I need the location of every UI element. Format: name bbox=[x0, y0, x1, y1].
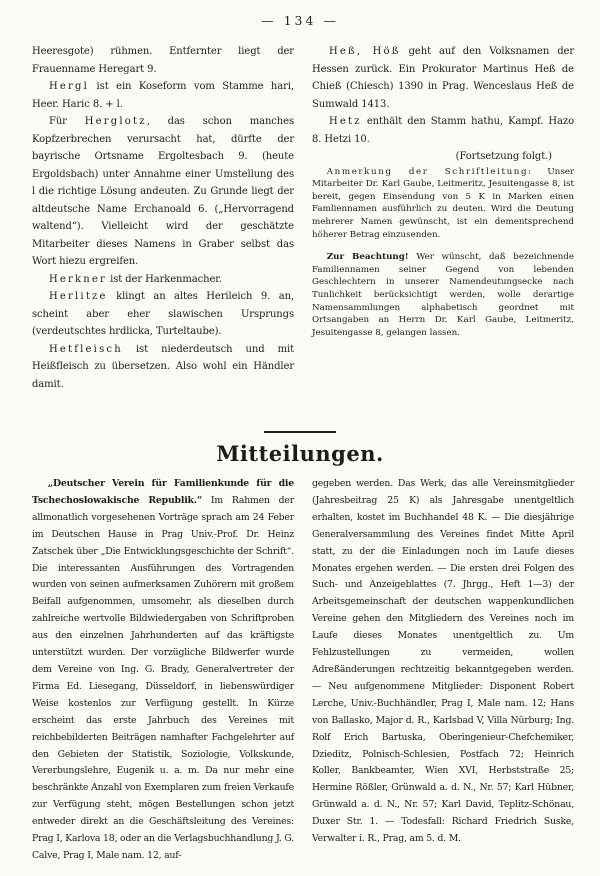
entry-text: klingt an altes Herileich 9. an, scheint aber eher slawischen Ursprungs (verdeutschtes hrdlicka, Turteltaube). bbox=[32, 291, 294, 337]
surname-lead: Heß, Höß bbox=[329, 46, 401, 57]
section-divider bbox=[264, 431, 336, 433]
entry-text: enthält den Stamm hathu, Kampf. Hazo 8. Hetzi 10. bbox=[312, 116, 574, 145]
news-text-right: gegeben werden. Das Werk, das alle Vereinsmitglieder (Jahresbeitrag 25 K) als Jahresgabe unentgeltlich erhalten, kostet im Buchhandel 48 K. — Die diesjährige Generalversammlung des Vereines findet Mitte April statt, zu der die Einladungen noch im Laufe dieses Monates ergehen werden. — Die ersten drei Folgen des Such- und Anzeigeblattes (7. Jhrgg., Heft 1—3) der Arbeitsgemeinschaft der deutschen wappenkundlichen Vereine gehen den Mitgliedern des Vereines noch im Laufe dieses Monates unentgeltlich zu. Um Fehlzustellungen zu vermeiden, wollen Adreßänderungen rechtzeitig bekanntgegeben werden. — Neu aufgenommene Mitglieder: Disponent Robert Lerche, Univ.-Buchhändler, Prag I, Male nam. 12; Hans von Ballasko, Major d. R., Karlsbad V, Villa Nürburg; Ing. Rolf Erich Bartuska, Oberingenieur-Chefchemiker, Dzieditz, Polnisch-Schlesien, Postfach 72; Heinrich Koller, Bankbeamter, Wien XVI, Herbststraße 25; Hermine Rößler, Grünwald a. d. N., Nr. 57; Karl Hübner, Grünwald a. d. N., Nr. 57; Karl David, Teplitz-Schönau, Duxer Str. 1. — Todesfall: Richard Friedrich Suske, Verwalter i. R., Prag, am 5. d. M. bbox=[312, 478, 574, 845]
names-right-column bbox=[312, 43, 574, 415]
page-number: — 134 — bbox=[261, 13, 339, 28]
entry-text: ist der Harkenmacher. bbox=[107, 273, 222, 285]
editor-note bbox=[312, 166, 574, 242]
name-entry bbox=[32, 271, 294, 289]
news-paragraph-right bbox=[312, 476, 574, 848]
surname-lead: Herkner bbox=[49, 273, 108, 285]
entry-text: Heeresgote) rühmen. Entfernter liegt der Frauenname Heregart 9. bbox=[32, 46, 294, 75]
entry-text: ist niederdeutsch und mit Heißfleisch zu übersetzen. Also wohl ein Händler damit. bbox=[32, 343, 294, 390]
continuation-note: (Fortsetzung folgt.) bbox=[455, 151, 552, 162]
name-entry bbox=[32, 341, 294, 394]
club-name-lead: „Deutscher Verein für Familienkunde für die Tschechoslowakische Republik.“ bbox=[32, 478, 294, 506]
name-entry bbox=[312, 43, 574, 113]
entry-text: ist ein Koseform vom Stamme hari, Heer. Haric 8. + l. bbox=[32, 81, 294, 110]
surname-lead: Hetz bbox=[329, 116, 362, 127]
entry-text: geht auf den Volksnamen der Hessen zurück. Ein Prokurator Martinus Heß de Chieß (Chiesch) 1390 in Prag. Wenceslaus Heß de Sumwald 1413. bbox=[312, 46, 575, 110]
name-entry bbox=[32, 43, 294, 78]
attention-note bbox=[312, 251, 574, 339]
attention-note-text: Wer wünscht, daß bezeichnende Familiennamen seiner Gegend von lebenden Geschlechtern in unserer Namendeutungsecke nach Tunlichkeit berücksichtigt werden, wolle derartige Namensammlungen alphabetisch geordnet mit Ortsangaben an Herrn Dr. Karl Gaube, Leitmeritz, Jesuitengasse 8, gelangen lassen. bbox=[312, 252, 574, 338]
editor-note-lead: Anmerkung der Schriftleitung: bbox=[326, 166, 533, 177]
news-left-column bbox=[32, 476, 294, 865]
attention-note-lead: Zur Beachtung! bbox=[326, 252, 409, 263]
editor-note-text: Unser Mitarbeiter Dr. Karl Gaube, Leitmeritz, Jesuitengasse 8, ist bereit, gegen Einsendung von 5 K in Marken einen Famliennamen ausführlich zu deuten. Wird die Deutung mehrerer Namen gewünscht, ist ein dementsprechend höherer Betrag einzusenden. bbox=[312, 166, 574, 240]
name-entry bbox=[32, 78, 294, 113]
news-paragraph-left bbox=[32, 476, 294, 865]
news-text-left: Im Rahmen der allmonatlich vorgesehenen Vorträge sprach am 24 Feber im Deutschen Hause in Prag Univ.-Prof. Dr. Heinz Zatschek über „Die Entwicklungsgeschichte der Schrift“. Die interessanten Ausführungen des Vortragenden wurden von seinen aufmerksamen Zuhörern mit großem Beifall aufgenommen, umsomehr, als dieselben durch zahlreiche wertvolle Bildwiedergaben von Schriftproben aus den einzelnen Jahrhunderten auf das kräftigste unterstützt wurden. Der vorzügliche Bildwerfer wurde dem Vereine von Ing. G. Brady, Generalvertreter der Firma Ed. Liesegang, Düsseldorf, in liebenswürdiger Weise kostenlos zur Verfügung gestellt. In Kürze erscheint das erste Jahrbuch des Vereines mit reichbebilderten Beiträgen namhafter Fachgelehrter auf den Gebieten der Statistik, Soziologie, Volkskunde, Vererbungslehre, Eugenik u. a. m. Da nur mehr eine beschränkte Anzahl von Exemplaren zum freien Verkaufe zur Verfügung steht, mögen Bestellungen schon jetzt entweder direkt an die Geschäftsleitung des Vereines: Prag I, Karlova 18, oder an die Verlagsbuchhandlung J. G. Calve, Prag I, Male nam. 12, auf- bbox=[32, 494, 294, 861]
mitteilungen-section bbox=[0, 476, 600, 865]
surname-lead: Hetfleisch bbox=[49, 343, 123, 355]
surname-lead: Herlitze bbox=[49, 291, 108, 302]
name-entry bbox=[32, 113, 294, 271]
surname-lead: Herglotz bbox=[84, 116, 147, 127]
names-left-column bbox=[32, 43, 294, 415]
entry-text: , das schon manches Kopfzerbrechen verursacht hat, dürfte der bayrische Ortsname Ergoltesbach 9. (heute Ergoldsbach) unter Annahme einer Umstellung des l die richtige Lösung andeuten. Zu Grunde liegt der altdeutsche Name Erchanoald 6. („Hervorragend waltend“). Vielleicht wird der geschätzte Mitarbeiter dieses Namens in Graber selbst das Wort hiezu ergreifen. bbox=[32, 116, 294, 267]
section-heading-mitteilungen: Mitteilungen. bbox=[216, 441, 384, 466]
name-entry bbox=[32, 288, 294, 341]
news-right-column bbox=[312, 476, 574, 865]
surname-lead: Hergl bbox=[49, 81, 90, 92]
entry-pre: Für bbox=[49, 116, 85, 127]
name-entry bbox=[312, 113, 574, 148]
names-section bbox=[0, 43, 600, 415]
